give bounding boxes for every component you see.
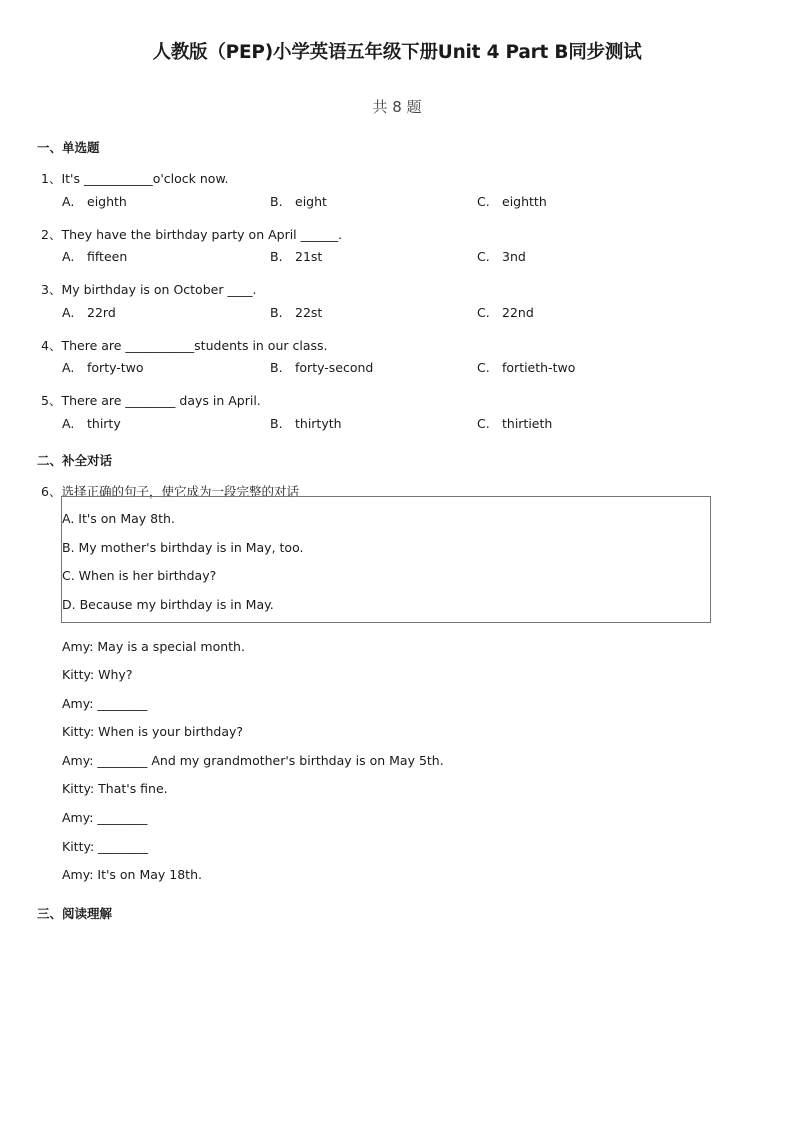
dialogue-line: Amy: It's on May 18th. <box>62 867 202 882</box>
choice-c: C. When is her birthday? <box>62 568 217 583</box>
question-4-option-b[interactable] <box>270 360 373 375</box>
option-letter: B. <box>270 360 283 375</box>
question-3-option-b[interactable] <box>270 305 322 320</box>
option-text: forty-two <box>87 360 144 375</box>
question-5-option-c[interactable] <box>477 416 552 431</box>
option-text: thirtyth <box>295 416 342 431</box>
dialogue-line: Kitty: ________ <box>62 839 149 854</box>
question-3-stem: 3、My birthday is on October ____. <box>41 282 257 297</box>
question-1-option-c[interactable] <box>477 194 547 209</box>
question-3-option-a[interactable] <box>62 305 116 320</box>
option-letter: A. <box>62 249 75 264</box>
option-letter: B. <box>270 194 283 209</box>
choice-d: D. Because my birthday is in May. <box>62 597 274 612</box>
option-letter: B. <box>270 416 283 431</box>
option-text: 22nd <box>502 305 534 320</box>
question-6-stem: 6、选择正确的句子，使它成为一段完整的对话 <box>41 484 299 499</box>
question-5-option-b[interactable] <box>270 416 342 431</box>
question-2-option-a[interactable] <box>62 249 127 264</box>
question-4-stem: 4、There are ___________students in our class. <box>41 338 328 353</box>
dialogue-line: Amy: ________ <box>62 696 148 711</box>
question-5-stem: 5、There are ________ days in April. <box>41 393 261 408</box>
option-text: thirty <box>87 416 121 431</box>
option-letter: C. <box>477 416 490 431</box>
question-4-option-a[interactable] <box>62 360 144 375</box>
dialogue-line: Kitty: When is your birthday? <box>62 724 244 739</box>
question-1-stem: 1、It's ___________o'clock now. <box>41 171 229 186</box>
option-text: fifteen <box>87 249 128 264</box>
question-1-option-b[interactable] <box>270 194 327 209</box>
option-text: eighth <box>87 194 127 209</box>
question-2-option-c[interactable] <box>477 249 526 264</box>
option-letter: C. <box>477 249 490 264</box>
option-text: 22st <box>295 305 323 320</box>
option-letter: A. <box>62 360 75 375</box>
dialogue-line: Kitty: Why? <box>62 667 133 682</box>
dialogue-line: Amy: ________ <box>62 810 148 825</box>
option-letter: C. <box>477 360 490 375</box>
option-letter: C. <box>477 194 490 209</box>
question-2-stem: 2、They have the birthday party on April ______. <box>41 227 343 242</box>
page-title: 人教版（PEP)小学英语五年级下册Unit 4 Part B同步测试 <box>152 42 642 63</box>
option-text: 21st <box>295 249 323 264</box>
option-text: thirtieth <box>502 416 553 431</box>
option-letter: A. <box>62 416 75 431</box>
option-letter: B. <box>270 305 283 320</box>
option-text: eightth <box>502 194 547 209</box>
section-heading-dialogue: 二、补全对话 <box>37 453 113 468</box>
option-text: 22rd <box>87 305 116 320</box>
question-2-option-b[interactable] <box>270 249 322 264</box>
option-letter: A. <box>62 305 75 320</box>
option-text: eight <box>295 194 327 209</box>
option-text: forty-second <box>295 360 374 375</box>
option-letter: C. <box>477 305 490 320</box>
question-3-option-c[interactable] <box>477 305 534 320</box>
question-count: 共 8 题 <box>372 98 422 116</box>
dialogue-line: Kitty: That's fine. <box>62 781 168 796</box>
section-heading-reading: 三、阅读理解 <box>37 906 113 921</box>
choice-a: A. It's on May 8th. <box>62 511 175 526</box>
question-5-option-a[interactable] <box>62 416 121 431</box>
option-text: fortieth-two <box>502 360 576 375</box>
option-letter: A. <box>62 194 75 209</box>
question-4-option-c[interactable] <box>477 360 575 375</box>
option-text: 3nd <box>502 249 526 264</box>
choice-b: B. My mother's birthday is in May, too. <box>62 540 304 555</box>
dialogue-line: Amy: ________ And my grandmother's birthday is on May 5th. <box>62 753 444 768</box>
option-letter: B. <box>270 249 283 264</box>
question-1-option-a[interactable] <box>62 194 127 209</box>
section-heading-single-choice: 一、单选题 <box>37 140 100 155</box>
dialogue-line: Amy: May is a special month. <box>62 639 245 654</box>
